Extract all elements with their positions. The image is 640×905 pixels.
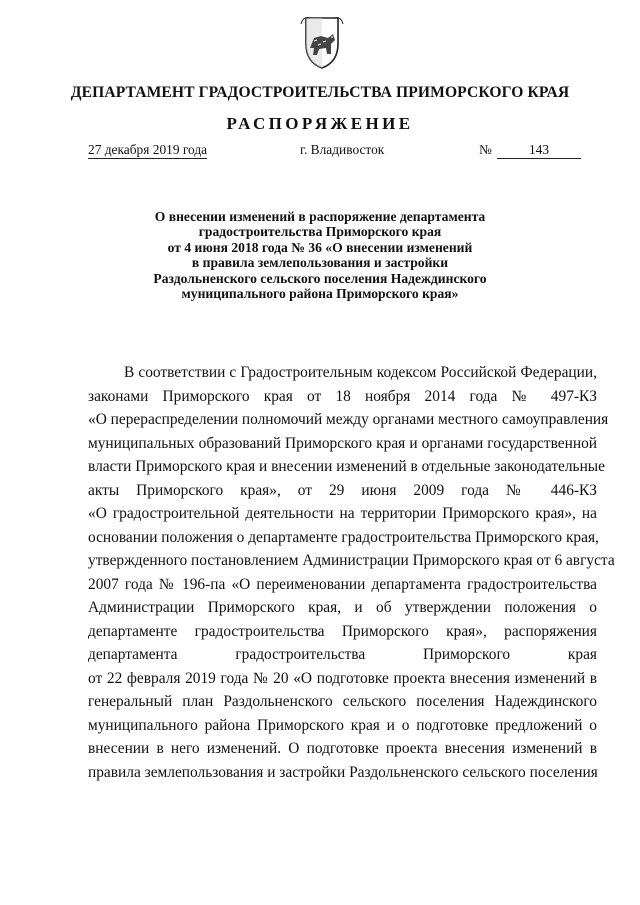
body-line: «О перераспределении полномочий между органами местного самоуправления xyxy=(88,411,609,428)
body-line: утвержденного постановлением Администрации Приморского края от 6 августа xyxy=(88,552,615,569)
document-number-sign: № xyxy=(479,142,492,157)
document-type: РАСПОРЯЖЕНИЕ xyxy=(226,114,414,133)
body-line: департаменте градостроительства Приморского края», распоряжения xyxy=(88,622,597,640)
document-number: 143 xyxy=(497,142,581,159)
title-line: градостроительства Приморского края xyxy=(198,224,442,240)
body-line: муниципального района Приморского края и о подготовке предложений о xyxy=(88,716,597,734)
body-line: муниципальных образований Приморского края и органами государственной xyxy=(88,434,597,452)
title-line: Раздольненского сельского поселения Надеждинского xyxy=(153,270,487,286)
title-line: муниципального района Приморского края» xyxy=(181,286,459,302)
body-line: генеральный план Раздольненского сельского поселения Надеждинского xyxy=(88,693,597,710)
coat-of-arms-icon xyxy=(297,14,347,70)
document-date: 27 декабря 2019 года xyxy=(88,142,208,157)
body-line: внесении в него изменений. О подготовке проекта внесения изменений в xyxy=(88,740,597,757)
body-line: законами Приморского края от 18 ноября 2014 года № 497-КЗ xyxy=(88,387,597,405)
document-body xyxy=(88,361,615,784)
document-title xyxy=(80,209,560,301)
title-line: в правила землепользования и застройки xyxy=(191,255,449,271)
body-line: 2007 года № 196-па «О переименовании департамента градостроительства xyxy=(88,575,597,593)
body-line: основании положения о департаменте градостроительства Приморского края, xyxy=(88,528,599,546)
document-city: г. Владивосток xyxy=(300,142,385,157)
title-line: О внесении изменений в распоряжение департамента xyxy=(154,209,486,224)
department-name: ДЕПАРТАМЕНТ ГРАДОСТРОИТЕЛЬСТВА ПРИМОРСКОГО КРАЯ xyxy=(70,84,570,101)
body-line: власти Приморского края и внесении изменений в отдельные законодательные xyxy=(88,458,605,475)
title-line: от 4 июня 2018 года № 36 «О внесении изменений xyxy=(167,239,473,255)
body-line: департамента градостроительства Приморского края xyxy=(88,646,597,663)
body-line: от 22 февраля 2019 года № 20 «О подготовке проекта внесения изменений в xyxy=(88,669,597,687)
body-line: акты Приморского края», от 29 июня 2009 года № 446-КЗ xyxy=(88,481,597,499)
body-line: Администрации Приморского края, и об утверждении положения о xyxy=(88,599,597,616)
body-line: «О градостроительной деятельности на территории Приморского края», на xyxy=(88,505,597,522)
body-line: В соответствии с Градостроительным кодексом Российской Федерации, xyxy=(124,364,597,381)
body-line: правила землепользования и застройки Раздольненского сельского поселения xyxy=(88,763,598,781)
